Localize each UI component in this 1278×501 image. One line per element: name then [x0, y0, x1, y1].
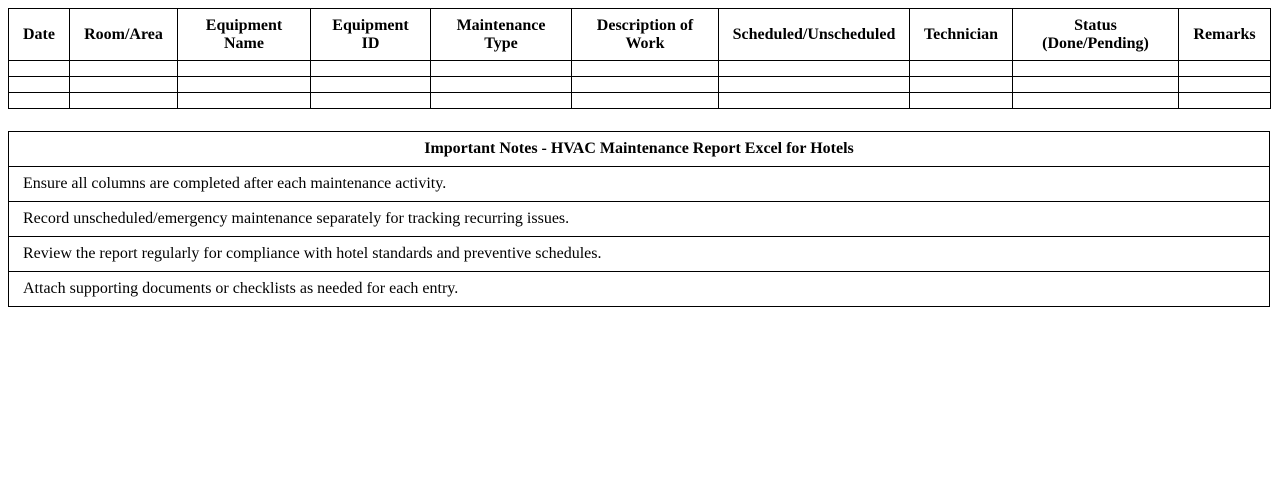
header-room-area: Room/Area	[70, 9, 178, 61]
cell-room-area[interactable]	[70, 61, 178, 77]
header-remarks: Remarks	[1179, 9, 1271, 61]
cell-equipment-id[interactable]	[311, 77, 431, 93]
note-row	[9, 167, 1270, 202]
cell-equipment-name[interactable]	[178, 77, 311, 93]
cell-equipment-name[interactable]	[178, 93, 311, 109]
note-item: Attach supporting documents or checklists as needed for each entry.	[9, 272, 1270, 307]
header-technician: Technician	[910, 9, 1013, 61]
header-scheduled-unscheduled: Scheduled/Unscheduled	[719, 9, 910, 61]
cell-status[interactable]	[1013, 61, 1179, 77]
cell-maintenance-type[interactable]	[431, 77, 572, 93]
note-row	[9, 202, 1270, 237]
cell-description-of-work[interactable]	[572, 93, 719, 109]
header-row	[9, 9, 1271, 61]
note-row	[9, 272, 1270, 307]
cell-technician[interactable]	[910, 61, 1013, 77]
cell-status[interactable]	[1013, 93, 1179, 109]
cell-scheduled-unscheduled[interactable]	[719, 61, 910, 77]
cell-description-of-work[interactable]	[572, 61, 719, 77]
note-item: Review the report regularly for compliance with hotel standards and preventive schedules.	[9, 237, 1270, 272]
maintenance-log-table	[8, 8, 1271, 109]
cell-remarks[interactable]	[1179, 61, 1271, 77]
cell-equipment-name[interactable]	[178, 61, 311, 77]
cell-room-area[interactable]	[70, 77, 178, 93]
header-equipment-name: Equipment Name	[178, 9, 311, 61]
cell-date[interactable]	[9, 77, 70, 93]
notes-title: Important Notes - HVAC Maintenance Report Excel for Hotels	[9, 132, 1270, 167]
header-status: Status (Done/Pending)	[1013, 9, 1179, 61]
cell-equipment-id[interactable]	[311, 61, 431, 77]
important-notes-table	[8, 131, 1270, 307]
cell-scheduled-unscheduled[interactable]	[719, 77, 910, 93]
note-item: Ensure all columns are completed after each maintenance activity.	[9, 167, 1270, 202]
cell-status[interactable]	[1013, 77, 1179, 93]
table-row	[9, 77, 1271, 93]
header-equipment-id: Equipment ID	[311, 9, 431, 61]
note-row	[9, 237, 1270, 272]
cell-description-of-work[interactable]	[572, 77, 719, 93]
cell-maintenance-type[interactable]	[431, 93, 572, 109]
table-row	[9, 61, 1271, 77]
cell-scheduled-unscheduled[interactable]	[719, 93, 910, 109]
cell-remarks[interactable]	[1179, 93, 1271, 109]
cell-technician[interactable]	[910, 77, 1013, 93]
header-maintenance-type: Maintenance Type	[431, 9, 572, 61]
cell-room-area[interactable]	[70, 93, 178, 109]
header-description-of-work: Description of Work	[572, 9, 719, 61]
cell-date[interactable]	[9, 93, 70, 109]
cell-maintenance-type[interactable]	[431, 61, 572, 77]
cell-equipment-id[interactable]	[311, 93, 431, 109]
note-item: Record unscheduled/emergency maintenance separately for tracking recurring issues.	[9, 202, 1270, 237]
cell-technician[interactable]	[910, 93, 1013, 109]
cell-remarks[interactable]	[1179, 77, 1271, 93]
table-row	[9, 93, 1271, 109]
cell-date[interactable]	[9, 61, 70, 77]
header-date: Date	[9, 9, 70, 61]
notes-header-row	[9, 132, 1270, 167]
